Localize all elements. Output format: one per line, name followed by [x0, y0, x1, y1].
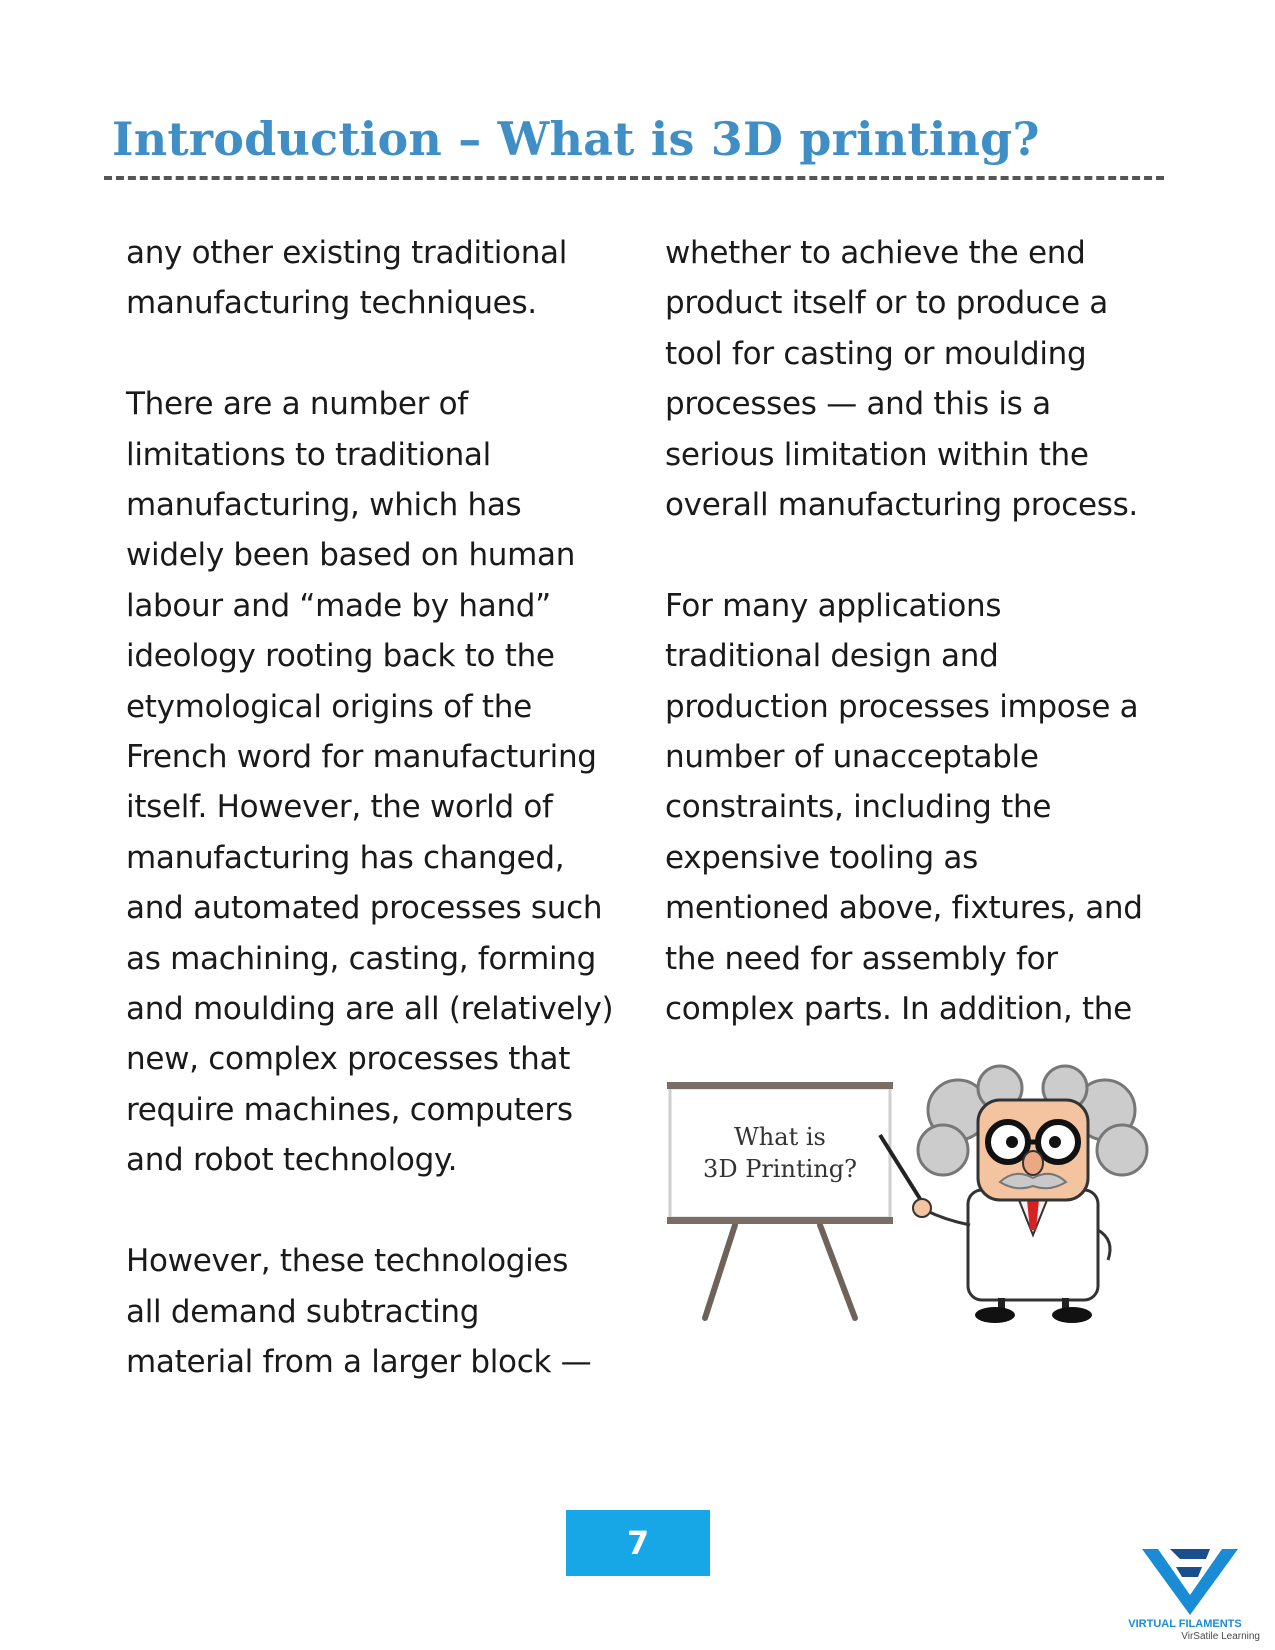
eye-left — [1006, 1136, 1018, 1148]
whiteboard — [670, 1088, 890, 1218]
brand-name: VIRTUAL FILAMENTS — [1128, 1618, 1242, 1630]
hand — [913, 1199, 931, 1217]
nose — [1023, 1151, 1043, 1175]
board-text-line-1: What is — [734, 1123, 826, 1151]
easel-leg — [705, 1225, 735, 1318]
right-column — [665, 228, 1175, 1034]
professor-easel-illustration — [660, 1060, 1180, 1340]
page-title: Introduction – What is 3D printing? — [112, 112, 1040, 166]
shoe — [975, 1307, 1015, 1323]
shoe — [1052, 1307, 1092, 1323]
eye-right — [1049, 1136, 1061, 1148]
left-arm — [925, 1210, 970, 1225]
board-top-bar — [667, 1082, 893, 1089]
title-divider — [104, 176, 1164, 180]
paragraph: any other existing traditional manufacturing techniques. — [126, 235, 568, 322]
page-number-badge: 7 — [566, 1510, 710, 1576]
left-column — [126, 228, 636, 1387]
paragraph: However, these technologies all demand subtracting material from a larger block — — [126, 1243, 592, 1380]
paragraph: For many applications traditional design and production processes impose a number of unacceptable constraints, including the expensive tooling as mentioned above, fixtures, and the need for assembly for complex parts. In addition, the — [665, 587, 1143, 1028]
brand-logo — [1110, 1545, 1260, 1645]
brand-mark-icon — [1110, 1545, 1260, 1617]
board-text-line-2: 3D Printing? — [703, 1155, 857, 1183]
easel-leg — [820, 1225, 855, 1318]
right-arm — [1098, 1230, 1110, 1260]
paragraph: whether to achieve the end product itself or to produce a tool for casting or moulding processes — and this is a serious limitation within the overall manufacturing process. — [665, 235, 1138, 524]
paragraph: There are a number of limitations to traditional manufacturing, which has widely been based on human labour and “made by hand” ideology rooting back to the etymological origins of the French word for manufacturing itself. However, the world of manufacturing has changed, and automated processes such as machining, casting, forming and moulding are all (relatively) new, complex processes that require machines, computers and robot technology. — [126, 386, 614, 1179]
brand-tagline: VirSatile Learning — [1181, 1631, 1260, 1642]
board-bottom-bar — [667, 1217, 893, 1224]
